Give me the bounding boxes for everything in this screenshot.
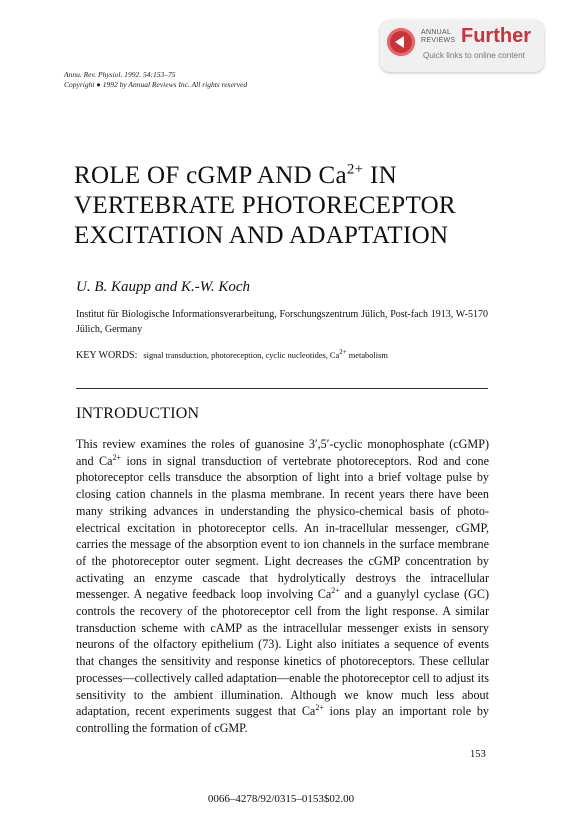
arrow-left-icon [387, 28, 415, 56]
citation-line2: Copyright ● 1992 by Annual Reviews Inc. All rights reserved [64, 80, 248, 89]
title-superscript: 2+ [346, 161, 364, 178]
citation-line1: Annu. Rev. Physiol. 1992. 54:153–75 [64, 70, 176, 79]
annual-reviews-brand [421, 29, 455, 45]
title-line1-text: ROLE OF cGMP AND Ca [74, 162, 347, 189]
body-text-3: and a guanylyl cyclase (GC) controls the recovery of the photoreceptor cell from the light response. A similar transduction scheme with cAMP as the intracellular messenger exists in sensory neurons of the olfactory epithelium (73). Light also initiates a sequence of events that changes the sensitivity and response kinetics of photoreceptors. These cellular processes—collectively called adaptation—enable the photoreceptor cell to adjust its sensitivity to the ambient illumination. Although we know much less about adaptation, recent experiments suggest that Ca [76, 587, 489, 719]
title-line3: EXCITATION AND ADAPTATION [74, 222, 449, 249]
keywords-superscript: 2+ [339, 348, 347, 356]
body-paragraph [76, 436, 489, 737]
further-label: Further [461, 25, 531, 47]
brand-line1: ANNUAL [421, 29, 452, 36]
brand-line2: REVIEWS [421, 37, 456, 44]
keywords-label: KEY WORDS: [76, 349, 138, 361]
further-tagline: Quick links to online content [423, 51, 525, 60]
keywords-list: signal transduction, photoreception, cyclic nucleotides, Ca [143, 350, 340, 360]
body-superscript-3: 2+ [315, 703, 324, 713]
affiliation: Institut für Biologische Informationsverarbeitung, Forschungszentrum Jülich, Post-fach 1913, W-5170 Jülich, Germany [76, 309, 488, 335]
journal-citation [64, 70, 247, 90]
keywords-text [143, 348, 388, 360]
title-line1-end: IN [363, 162, 397, 189]
body-superscript-2: 2+ [331, 586, 340, 596]
footer-code: 0066–4278/92/0315–0153$02.00 [207, 793, 355, 805]
keywords-end: metabolism [346, 350, 388, 360]
section-heading: INTRODUCTION [76, 405, 200, 422]
body-text-4: ions play an important role by controlling the formation of cGMP. [76, 704, 489, 735]
body-superscript-1: 2+ [112, 452, 122, 462]
body-text-1: This review examines the roles of guanosine 3′,5′-cyclic monophosphate (cGMP) and Ca [76, 437, 489, 468]
authors: U. B. Kaupp and K.-W. Koch [76, 279, 251, 295]
article-title [74, 161, 456, 251]
keywords [76, 348, 388, 361]
page-number: 153 [470, 749, 486, 760]
title-line2: VERTEBRATE PHOTORECEPTOR [74, 192, 456, 219]
further-badge[interactable] [380, 20, 544, 72]
body-text-2: ions in signal transduction of vertebrate photoreceptors. Rod and cone photoreceptor cells transduce the absorption of light into a brief voltage pulse by closing cation channels in the plasma membrane. In recent years there have been many striking advances in understanding the physico-chemical basis of photo-electrical excitation in photoreceptor cells. An in-tracellular messenger, cGMP, carries the message of the absorption event to ion channels in the surface membrane of the photoreceptor outer segment. Light decreases the cGMP concentration by activating an enzyme cascade that hydrolytically destroys the intracellular messenger. A negative feedback loop involving Ca [76, 453, 489, 602]
divider [76, 388, 488, 389]
